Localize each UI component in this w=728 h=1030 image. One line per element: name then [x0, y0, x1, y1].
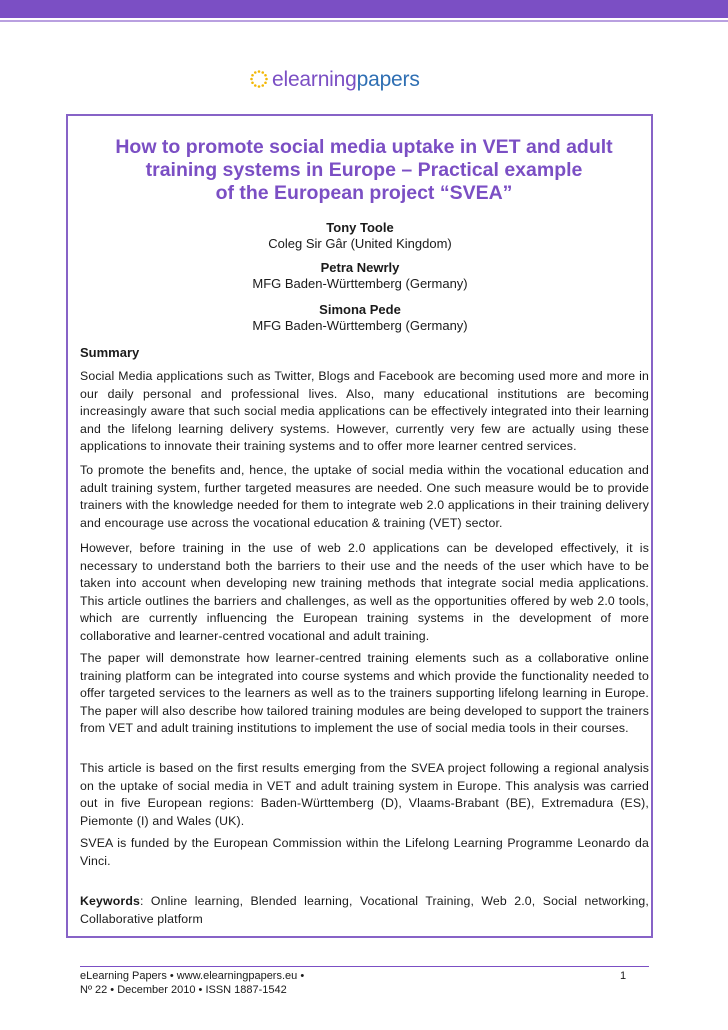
- author-affiliation: MFG Baden-Württemberg (Germany): [252, 276, 468, 291]
- footer-issue: Nº 22 • December 2010 • ISSN 1887-1542: [80, 984, 287, 996]
- author-affiliation: Coleg Sir Gâr (United Kingdom): [268, 236, 452, 251]
- logo-star: [261, 71, 264, 74]
- elearningpapers-logo: [249, 64, 420, 94]
- star-ring-icon: [249, 69, 269, 89]
- logo-star: [251, 81, 254, 84]
- summary-paragraph: Social Media applications such as Twitter, Blogs and Facebook are becoming used more and more in our daily personal and professional lives. Also, many educational institutions are becoming increasingly aware that such social media applications can be effectively integrated into their learning and the lifelong learning delivery systems. However, currently very few are actually using these applications to innovate their training systems and to offer more learner centred services.: [80, 369, 649, 453]
- article-title: [74, 136, 654, 205]
- title-line: training systems in Europe – Practical example: [145, 159, 583, 181]
- logo-star: [264, 74, 267, 77]
- page-number: 1: [620, 970, 627, 982]
- top-banner: [0, 0, 728, 18]
- logo-star: [254, 84, 257, 87]
- logo-text-elearning: elearning: [272, 67, 357, 91]
- summary-paragraph: However, before training in the use of web 2.0 applications can be developed effectively, it is necessary to understand both the barriers to their use and the needs of the user which have to be taken into account when developing new training methods that integrate social media applications. This article outlines the barriers and challenges, as well as the opportunities offered by web 2.0 tools, which are currently influencing the European training systems in the development of more collaborative and learner-centred vocational and adult training.: [80, 541, 649, 643]
- title-line: How to promote social media uptake in VET and adult: [115, 136, 613, 158]
- logo-star: [258, 85, 261, 88]
- summary-paragraph: To promote the benefits and, hence, the uptake of social media within the vocational education and adult training system, further targeted measures are needed. One such measure would be to provide trainers with the knowledge needed for them to integrate web 2.0 applications in their training delivery and encourage use across the vocational education & training (VET) sector.: [80, 463, 649, 530]
- logo-star: [265, 78, 268, 81]
- logo-star: [258, 70, 261, 73]
- footer-publication: eLearning Papers • www.elearningpapers.eu •: [80, 970, 305, 982]
- author-name: Simona Pede: [319, 302, 401, 317]
- author-block: [60, 220, 660, 252]
- author-block: [60, 260, 660, 292]
- summary-heading: Summary: [80, 345, 140, 360]
- logo-star: [251, 74, 254, 77]
- author-affiliation: MFG Baden-Württemberg (Germany): [252, 318, 468, 333]
- footer-divider: [80, 966, 649, 967]
- keywords-text: : Online learning, Blended learning, Vocational Training, Web 2.0, Social networking, Collaborative platform: [80, 894, 649, 926]
- logo-star: [254, 71, 257, 74]
- author-name: Tony Toole: [326, 220, 394, 235]
- author-block: [60, 302, 660, 334]
- logo-star: [264, 81, 267, 84]
- logo-text: [272, 69, 420, 90]
- summary-paragraph: SVEA is funded by the European Commission within the Lifelong Learning Programme Leonardo da Vinci.: [80, 836, 649, 868]
- logo-star: [250, 78, 253, 81]
- title-line: of the European project “SVEA”: [215, 182, 513, 204]
- logo-star: [261, 84, 264, 87]
- author-name: Petra Newrly: [320, 260, 400, 275]
- summary-paragraph: This article is based on the first results emerging from the SVEA project following a regional analysis on the uptake of social media in VET and adult training system in Europe. This analysis was carried out in five European regions: Baden-Württemberg (D), Vlaams-Brabant (BE), Extremadura (ES), Piemonte (I) and Wales (UK).: [80, 761, 649, 828]
- logo-text-papers: papers: [356, 67, 420, 91]
- banner-divider: [0, 20, 728, 22]
- keywords-paragraph: [80, 893, 649, 928]
- keywords-label: Keywords: [80, 894, 140, 908]
- summary-paragraph: The paper will demonstrate how learner-centred training elements such as a collaborative online training platform can be integrated into course systems and which provide the functionality needed to offer targeted services to the learners as well as to the trainers supporting lifelong learning in Europe. The paper will also describe how tailored training modules are being developed to support the trainers from VET and adult training institutions to implement the use of social media tools in their courses.: [80, 651, 649, 735]
